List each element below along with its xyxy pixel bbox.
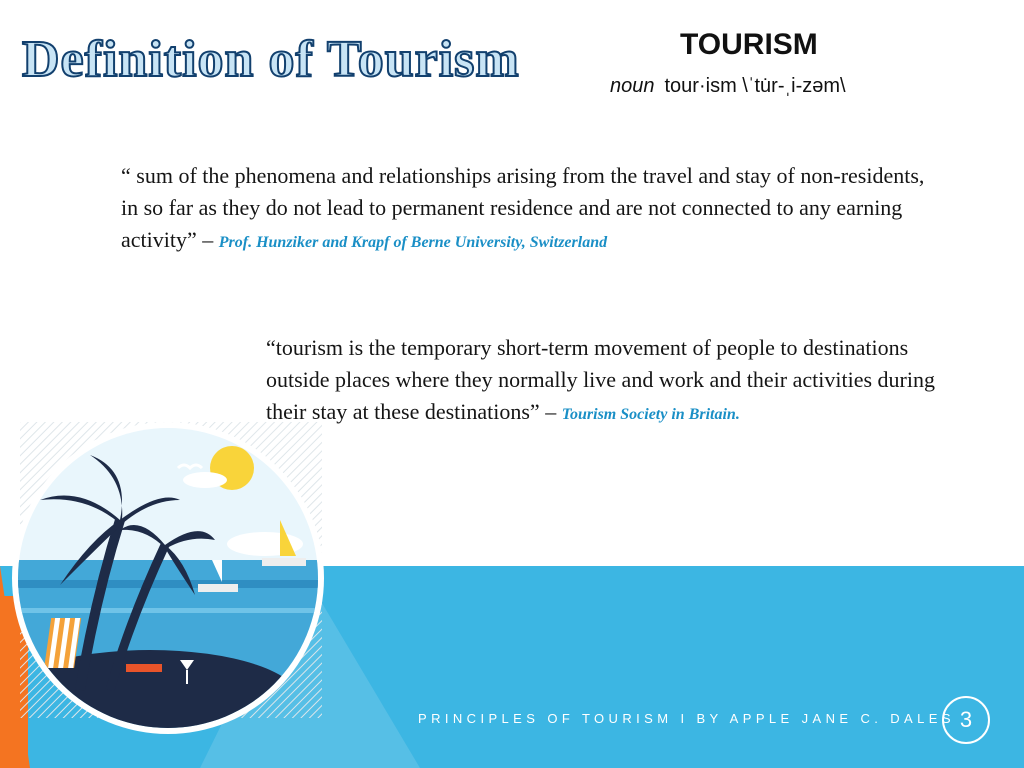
part-of-speech: noun — [610, 75, 655, 97]
pronunciation-text: tour·ism \ˈtu̇r-ˌi-zəm\ — [664, 75, 846, 97]
quote-1-text: “ sum of the phenomena and relationships arising from the travel and stay of non-residents, in so far as they do not lead to permanent residence and are not connected to any earning activity” – — [121, 163, 925, 252]
pronunciation — [610, 76, 846, 96]
footer-text: PRINCIPLES OF TOURISM I BY APPLE JANE C. DALES — [418, 711, 955, 726]
slide-title: Definition of Tourism — [22, 31, 520, 88]
quote-2-text: “tourism is the temporary short-term movement of people to destinations outside places where they normally live and work and their activities during their stay at these destinations” – — [266, 335, 935, 424]
quote-1-citation: Prof. Hunziker and Krapf of Berne University, Switzerland — [218, 234, 608, 251]
quote-2-citation: Tourism Society in Britain. — [561, 406, 740, 423]
definition-quote-1 — [121, 160, 941, 259]
definition-quote-2 — [266, 332, 966, 431]
term-heading: TOURISM — [680, 28, 818, 61]
boat-icon — [262, 558, 306, 566]
page-number: 3 — [942, 696, 990, 744]
